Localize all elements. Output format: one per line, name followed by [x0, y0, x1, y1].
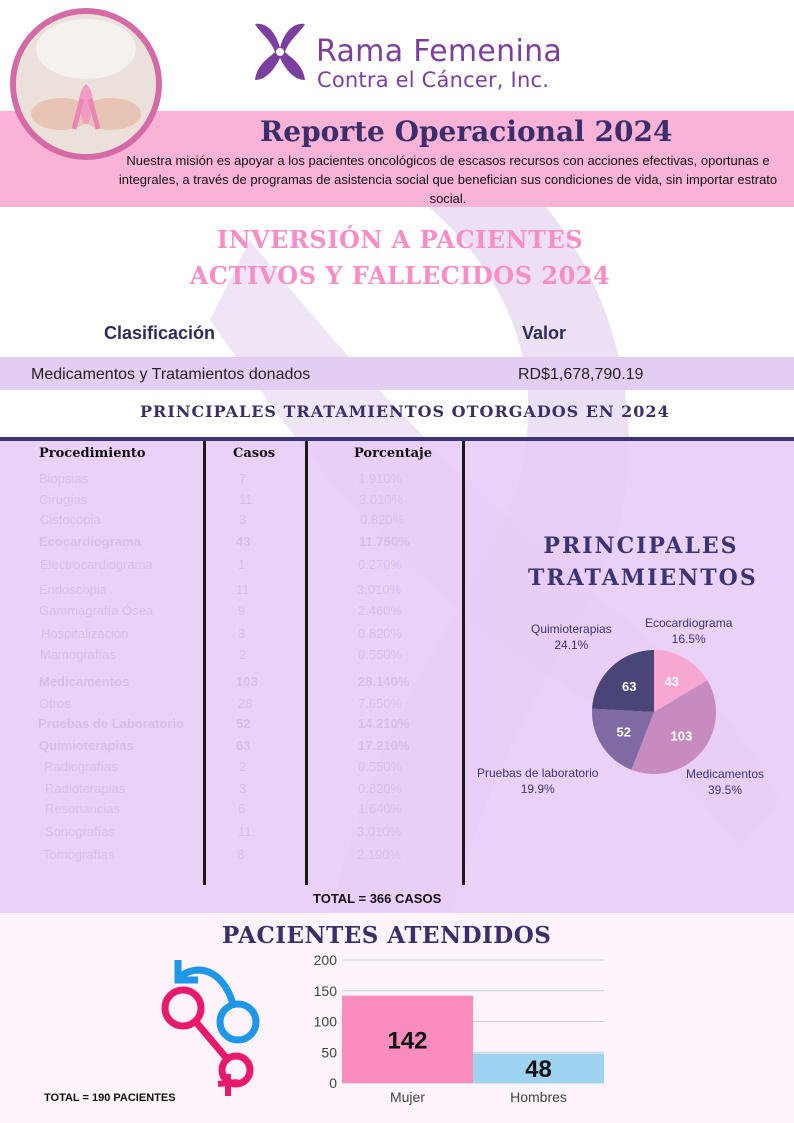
- y-tick-label: 200: [313, 952, 337, 968]
- gender-symbols-icon: [158, 950, 268, 1100]
- pie-slice-value: 63: [622, 678, 637, 694]
- investment-title-line1: INVERSIÓN A PACIENTES: [216, 225, 584, 254]
- pie-slice-value: 103: [670, 728, 693, 744]
- total-patients: TOTAL = 190 PACIENTES: [44, 1092, 176, 1104]
- mission-statement: Nuestra misión es apoyar a los pacientes oncológicos de escasos recursos con acciones efectivas, oportunas e integrales, a través de programas de asistencia social que benefician sus condiciones de vida, sin importar estrato social.: [118, 153, 778, 206]
- pie-label-quimio-pct: 24.1%: [554, 638, 589, 652]
- y-tick-label: 150: [313, 982, 337, 999]
- x-tick-label: Mujer: [389, 1089, 426, 1105]
- treatments-pie-chart: [586, 644, 722, 780]
- pie-title: PRINCIPALES TRATAMIENTOS: [528, 533, 758, 591]
- pie-label-eco: [645, 615, 732, 647]
- column-divider: [203, 441, 206, 885]
- pie-slice-value: 52: [616, 724, 631, 740]
- investment-row-label: Medicamentos y Tratamientos donados: [31, 366, 311, 383]
- pie-label-lab-name: Pruebas de laboratorio: [477, 766, 599, 780]
- pie-label-med: [686, 766, 764, 798]
- brand-logo-icon: [247, 18, 313, 88]
- pie-label-quimio: [531, 621, 612, 653]
- value-header: Valor: [522, 323, 567, 343]
- investment-title-line2: ACTIVOS Y FALLECIDOS 2024: [189, 261, 611, 290]
- treatments-title: PRINCIPALES TRATAMIENTOS OTORGADOS EN 2024: [140, 402, 670, 421]
- pie-label-eco-pct: 16.5%: [671, 632, 706, 646]
- brand-name: Rama Femenina: [316, 34, 563, 69]
- hands-ribbon-photo: [10, 8, 162, 160]
- pie-label-quimio-name: Quimioterapias: [531, 622, 612, 636]
- total-cases: TOTAL = 366 CASOS: [313, 891, 442, 906]
- col-header-procedure: Procedimiento: [39, 446, 146, 461]
- investment-row-value: RD$1,678,790.19: [518, 366, 644, 383]
- pie-label-eco-name: Ecocardiograma: [645, 616, 733, 630]
- patients-bar-chart: [300, 950, 620, 1110]
- patients-title: PACIENTES ATENDIDOS: [222, 922, 552, 949]
- y-tick-label: 0: [329, 1075, 337, 1091]
- classification-header: Clasificación: [104, 323, 216, 343]
- pie-label-med-pct: 39.5%: [708, 783, 743, 797]
- pie-label-lab: [477, 765, 598, 797]
- pie-slice-value: 43: [664, 673, 680, 689]
- bar-value-label: 142: [387, 1027, 428, 1055]
- brand-subtitle: Contra el Cáncer, Inc.: [317, 68, 550, 92]
- pie-label-lab-pct: 19.9%: [520, 782, 555, 796]
- section-divider: [0, 437, 794, 441]
- bar-value-label: 48: [525, 1056, 552, 1084]
- x-tick-label: Hombres: [510, 1089, 567, 1105]
- col-header-cases: Casos: [233, 446, 276, 461]
- col-header-percentage: Porcentaje: [354, 446, 432, 461]
- y-tick-label: 50: [321, 1044, 337, 1061]
- report-title: Reporte Operacional 2024: [260, 115, 673, 148]
- y-tick-label: 100: [313, 1013, 337, 1030]
- pie-label-med-name: Medicamentos: [686, 767, 765, 781]
- investment-title: [160, 222, 640, 294]
- column-divider: [462, 441, 465, 885]
- column-divider: [305, 441, 308, 885]
